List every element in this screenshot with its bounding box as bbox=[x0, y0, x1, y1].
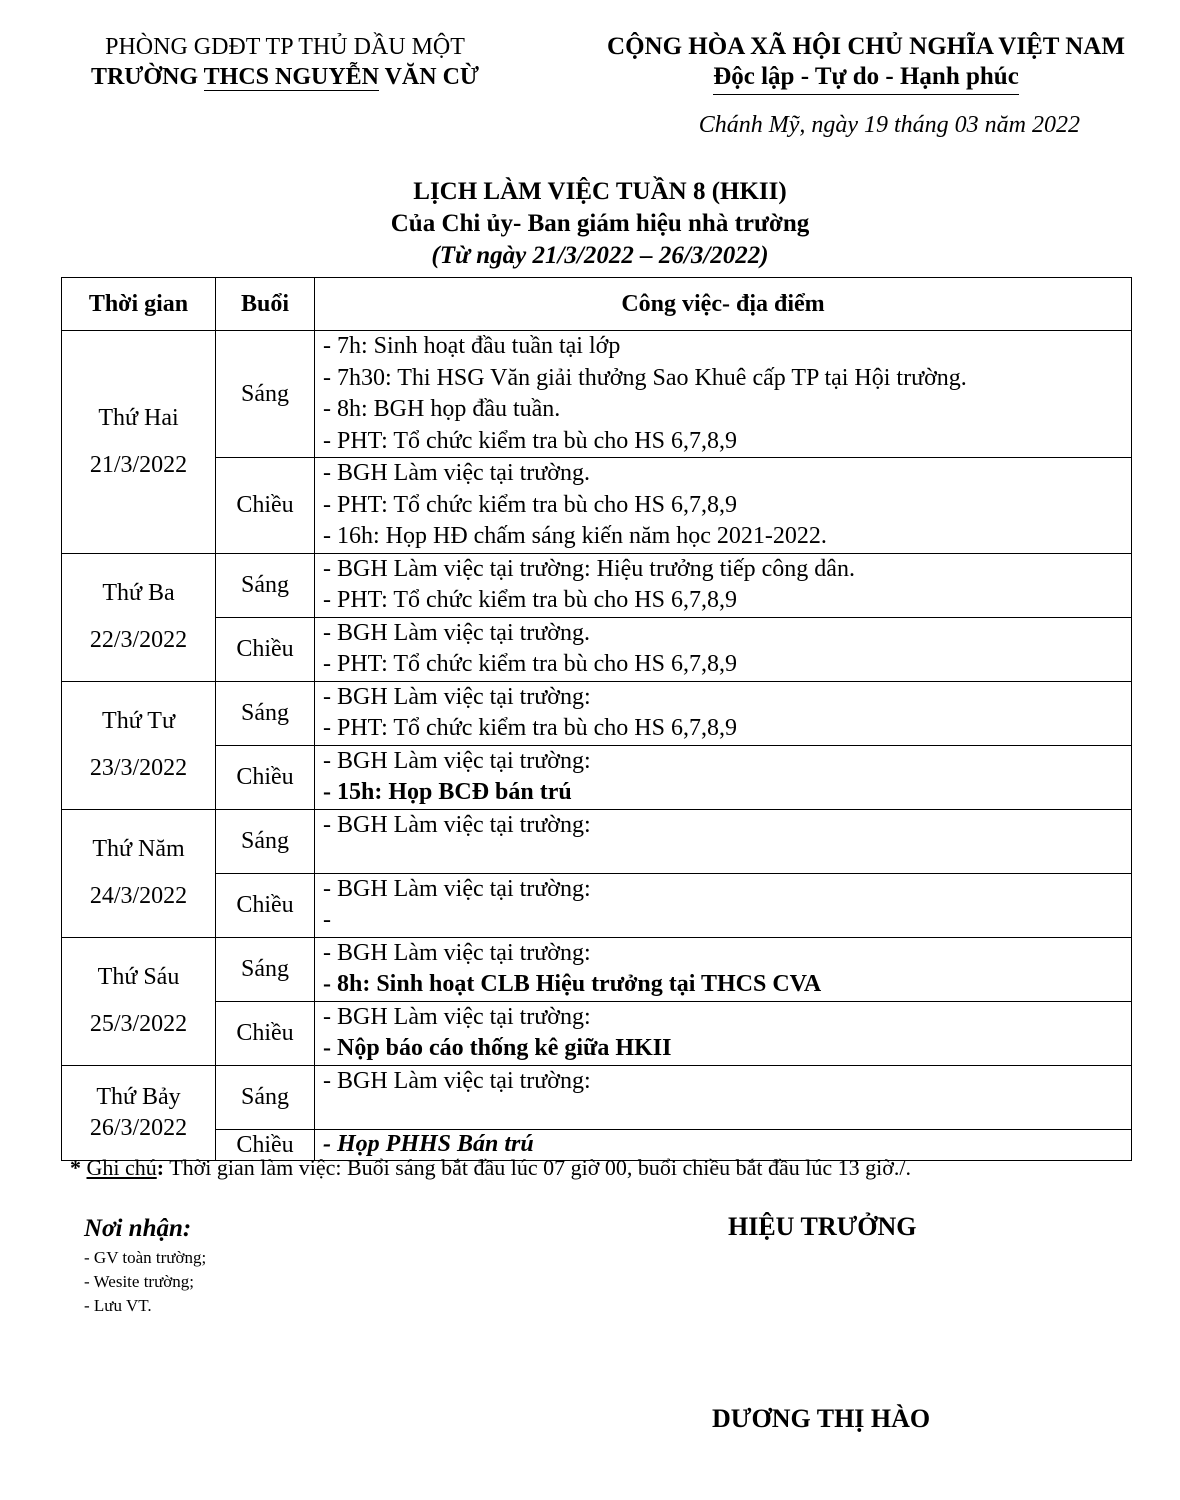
day-date: 23/3/2022 bbox=[89, 755, 188, 781]
session-cell: Chiều bbox=[216, 458, 315, 554]
task-line: - PHT: Tổ chức kiểm tra bù cho HS 6,7,8,9 bbox=[323, 587, 737, 613]
task-line: - 8h: Sinh hoạt CLB Hiệu trưởng tại THCS CVA bbox=[323, 971, 822, 997]
session-cell: Chiều bbox=[216, 1001, 315, 1065]
day-cell bbox=[62, 331, 216, 554]
table-row bbox=[62, 681, 1132, 745]
session-cell: Chiều bbox=[216, 617, 315, 681]
task-cell bbox=[315, 745, 1132, 809]
issuer-school bbox=[40, 62, 530, 92]
task-line: - bbox=[323, 907, 331, 933]
table-row bbox=[62, 873, 1132, 937]
day-date: 24/3/2022 bbox=[89, 883, 188, 909]
task-line: - PHT: Tổ chức kiểm tra bù cho HS 6,7,8,9 bbox=[323, 491, 737, 518]
recipient-item: - GV toàn trường; bbox=[84, 1248, 207, 1267]
session-cell: Sáng bbox=[216, 681, 315, 745]
task-line: - 16h: Họp HĐ chấm sáng kiến năm học 2021-2022. bbox=[323, 523, 827, 549]
footnote-colon: : bbox=[156, 1155, 165, 1180]
day-name: Thứ Ba bbox=[102, 580, 175, 606]
day-cell bbox=[62, 553, 216, 681]
signer-title: HIỆU TRƯỞNG bbox=[728, 1212, 917, 1241]
footnote-star: * bbox=[70, 1155, 81, 1180]
signer-name: DƯƠNG THỊ HÀO bbox=[712, 1404, 931, 1433]
table-row bbox=[62, 617, 1132, 681]
task-line: - 7h30: Thi HSG Văn giải thưởng Sao Khuê cấp TP tại Hội trường. bbox=[323, 364, 967, 391]
task-line: - PHT: Tổ chức kiểm tra bù cho HS 6,7,8,9 bbox=[323, 715, 737, 741]
table-row bbox=[62, 937, 1132, 1001]
issuer-header bbox=[40, 32, 530, 92]
recipient-item: - Wesite trường; bbox=[84, 1272, 195, 1291]
task-line: - BGH Làm việc tại trường: bbox=[323, 1003, 591, 1030]
day-name: Thứ Hai bbox=[98, 404, 179, 431]
day-cell bbox=[62, 1065, 216, 1160]
header-session: Buổi bbox=[216, 278, 315, 331]
title-line-1: LỊCH LÀM VIỆC TUẦN 8 (HKII) bbox=[413, 178, 787, 205]
task-line: - BGH Làm việc tại trường: bbox=[323, 683, 591, 710]
task-line: - PHT: Tổ chức kiểm tra bù cho HS 6,7,8,9 bbox=[323, 651, 737, 677]
national-header bbox=[560, 32, 1172, 95]
session-cell: Chiều bbox=[216, 1129, 315, 1160]
day-name: Thứ Năm bbox=[92, 836, 185, 862]
task-line: - BGH Làm việc tại trường: bbox=[323, 939, 591, 966]
task-line bbox=[323, 1097, 1131, 1129]
day-cell bbox=[62, 809, 216, 937]
task-line: - PHT: Tổ chức kiểm tra bù cho HS 6,7,8,9 bbox=[323, 427, 737, 454]
table-row bbox=[62, 458, 1132, 554]
national-title: CỘNG HÒA XÃ HỘI CHỦ NGHĨA VIỆT NAM bbox=[607, 33, 1125, 60]
task-cell bbox=[315, 873, 1132, 937]
table-row bbox=[62, 745, 1132, 809]
footnote bbox=[70, 1155, 911, 1181]
document-title bbox=[0, 176, 1180, 272]
title-line-2: Của Chi ủy- Ban giám hiệu nhà trường bbox=[390, 210, 810, 237]
task-line: - 7h: Sinh hoạt đầu tuần tại lớp bbox=[323, 333, 621, 359]
day-date: 21/3/2022 bbox=[89, 451, 188, 478]
schedule-table bbox=[61, 277, 1132, 1161]
day-date: 25/3/2022 bbox=[89, 1011, 188, 1037]
issuer-department: PHÒNG GDĐT TP THỦ DẦU MỘT bbox=[105, 34, 465, 60]
task-line: - BGH Làm việc tại trường: bbox=[323, 811, 591, 838]
task-line: - BGH Làm việc tại trường: Hiệu trưởng tiếp công dân. bbox=[323, 555, 855, 582]
footnote-label: Ghi chú bbox=[86, 1155, 157, 1180]
session-cell: Chiều bbox=[216, 873, 315, 937]
task-cell bbox=[315, 1065, 1132, 1129]
task-cell bbox=[315, 937, 1132, 1001]
task-line: - 8h: BGH họp đầu tuần. bbox=[323, 396, 561, 422]
task-line: - BGH Làm việc tại trường. bbox=[323, 619, 590, 646]
task-cell bbox=[315, 681, 1132, 745]
day-cell bbox=[62, 937, 216, 1065]
session-cell: Sáng bbox=[216, 937, 315, 1001]
issuer-school-underlined: THCS NGUYỄN bbox=[203, 64, 380, 90]
task-cell bbox=[315, 617, 1132, 681]
table-row bbox=[62, 331, 1132, 458]
task-cell bbox=[315, 809, 1132, 873]
recipients bbox=[84, 1212, 206, 1318]
issuer-school-pre: TRƯỜNG bbox=[90, 64, 204, 90]
task-line: - BGH Làm việc tại trường: bbox=[323, 747, 591, 774]
table-row bbox=[62, 553, 1132, 617]
national-motto: Độc lập - Tự do - Hạnh phúc bbox=[713, 62, 1019, 95]
task-line: - BGH Làm việc tại trường: bbox=[323, 875, 591, 902]
day-name: Thứ Sáu bbox=[97, 964, 180, 990]
table-row bbox=[62, 1001, 1132, 1065]
table-header-row bbox=[62, 278, 1132, 331]
table-row bbox=[62, 1065, 1132, 1129]
table-row bbox=[62, 809, 1132, 873]
task-cell bbox=[315, 331, 1132, 458]
task-line: - BGH Làm việc tại trường: bbox=[323, 1067, 591, 1094]
header-task: Công việc- địa điểm bbox=[315, 278, 1132, 331]
task-line bbox=[323, 841, 1131, 873]
task-cell bbox=[315, 1001, 1132, 1065]
session-cell: Sáng bbox=[216, 1065, 315, 1129]
document-date: Chánh Mỹ, ngày 19 tháng 03 năm 2022 bbox=[698, 112, 1080, 138]
task-line: - BGH Làm việc tại trường. bbox=[323, 460, 590, 486]
day-name: Thứ Tư bbox=[102, 708, 175, 734]
task-cell bbox=[315, 458, 1132, 554]
footnote-text: Thời gian làm việc: Buổi sáng bắt đầu lúc 07 giờ 00, buổi chiều bắt đầu lúc 13 giờ./. bbox=[164, 1155, 912, 1180]
day-date: 26/3/2022 bbox=[89, 1114, 188, 1141]
recipient-item: - Lưu VT. bbox=[84, 1296, 152, 1315]
day-date: 22/3/2022 bbox=[89, 627, 188, 653]
task-cell bbox=[315, 553, 1132, 617]
issuer-school-post: VĂN CỪ bbox=[379, 64, 480, 90]
title-date-range: (Từ ngày 21/3/2022 – 26/3/2022) bbox=[431, 242, 769, 269]
task-line: - 15h: Họp BCĐ bán trú bbox=[323, 779, 572, 805]
session-cell: Sáng bbox=[216, 331, 315, 458]
session-cell: Sáng bbox=[216, 553, 315, 617]
day-name: Thứ Bảy bbox=[96, 1083, 181, 1110]
session-cell: Chiều bbox=[216, 745, 315, 809]
session-cell: Sáng bbox=[216, 809, 315, 873]
task-line: - Họp PHHS Bán trú bbox=[323, 1130, 534, 1157]
day-cell bbox=[62, 681, 216, 809]
header-time: Thời gian bbox=[62, 278, 216, 331]
task-line: - Nộp báo cáo thống kê giữa HKII bbox=[323, 1035, 672, 1061]
recipients-title: Nơi nhận: bbox=[84, 1215, 192, 1242]
